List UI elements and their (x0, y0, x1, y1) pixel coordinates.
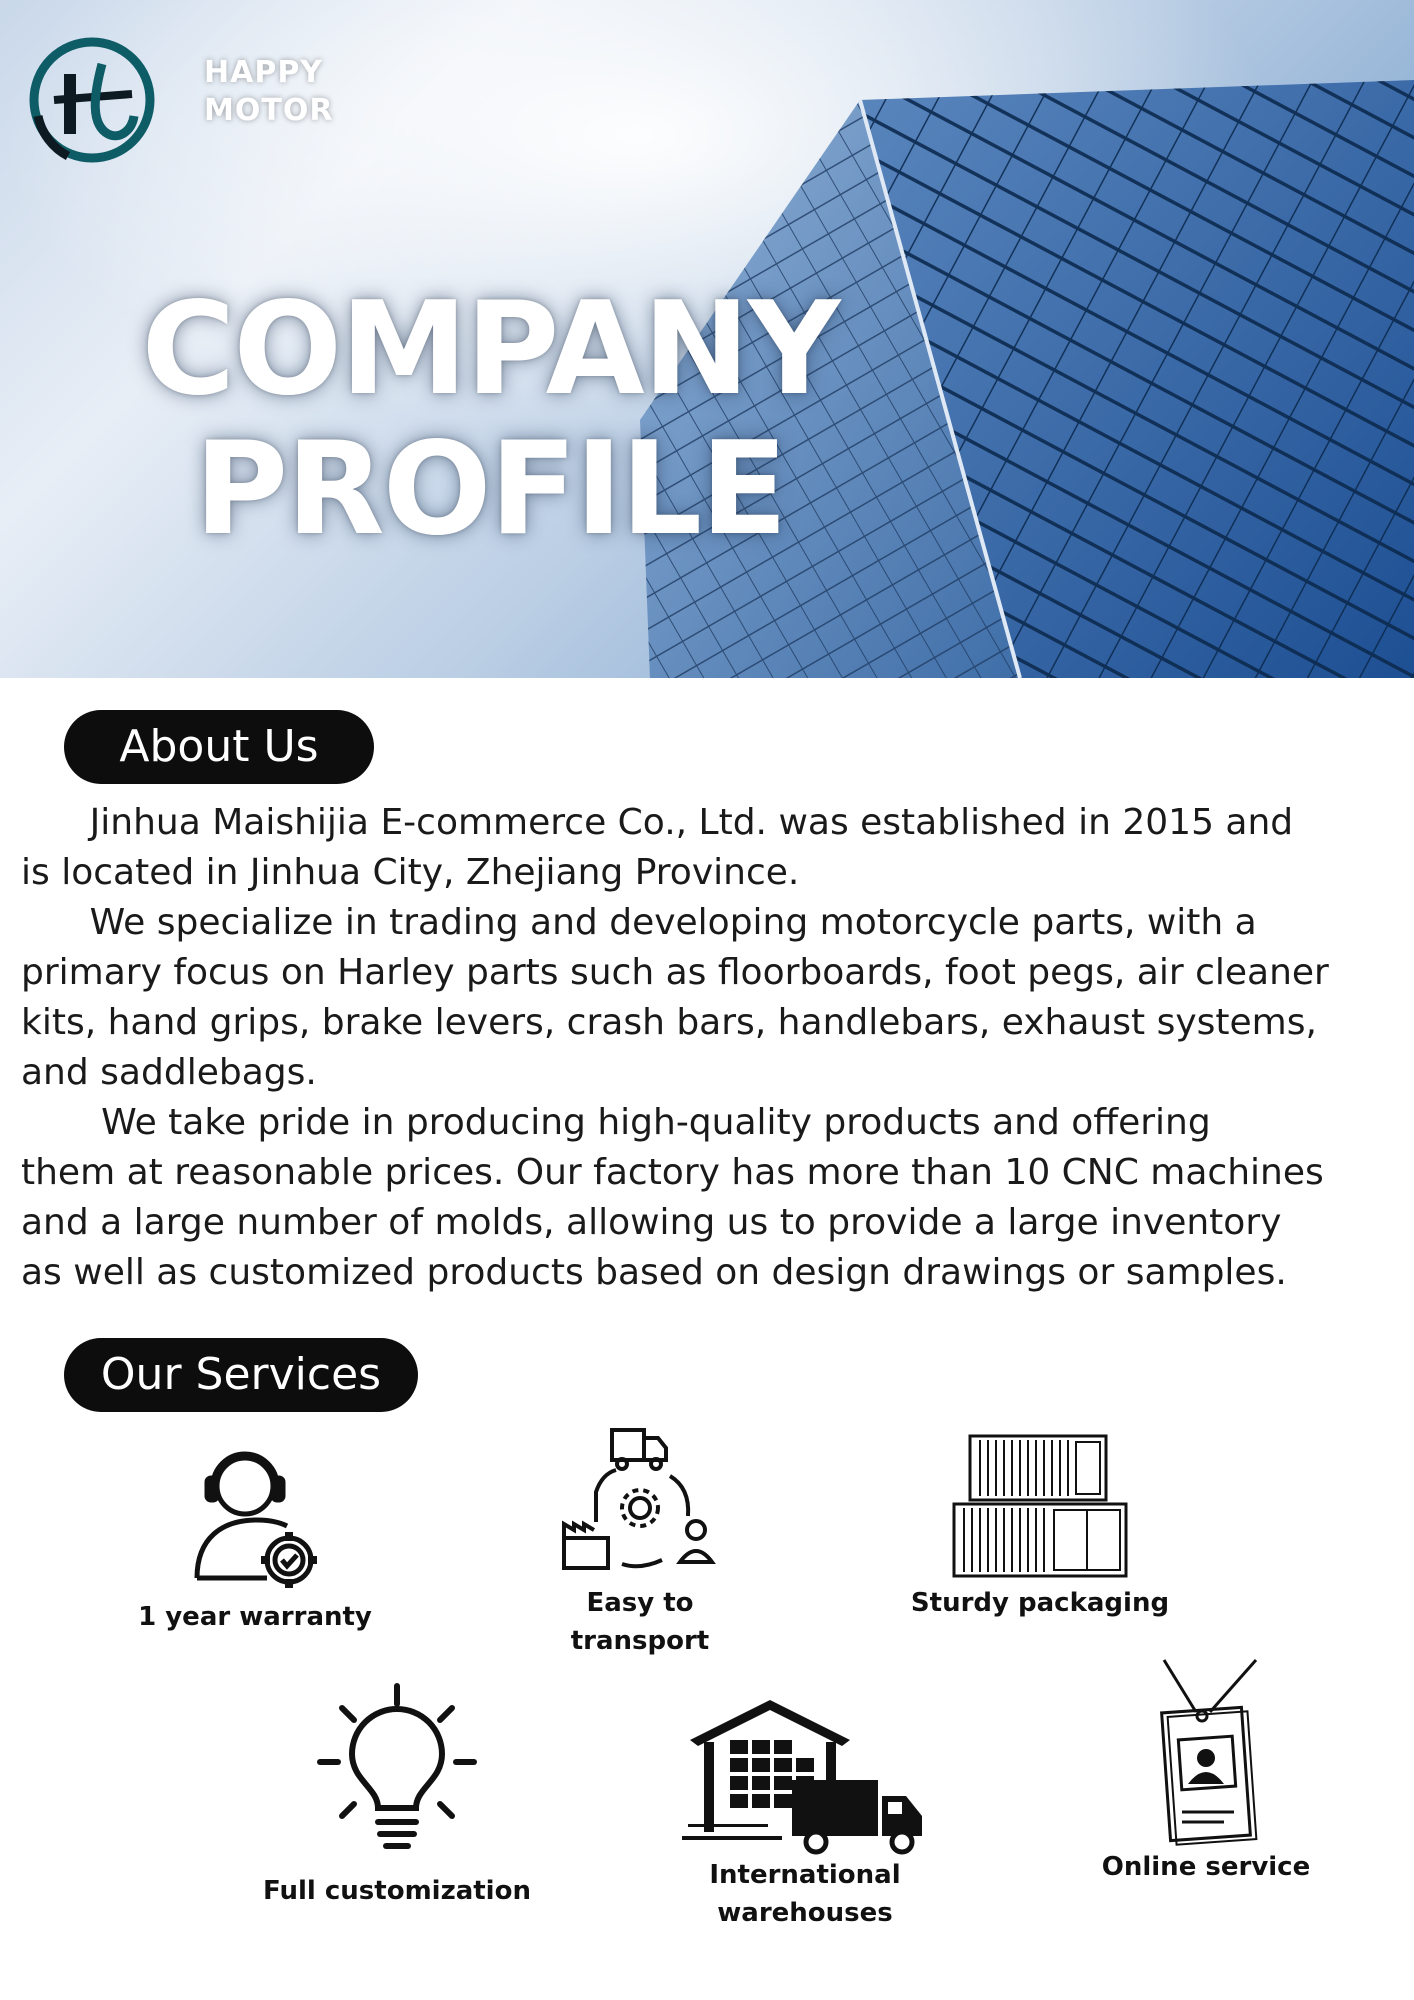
service-label: 1 year warranty (138, 1602, 372, 1632)
our-services-heading: Our Services (64, 1338, 418, 1412)
about-line: We specialize in trading and developing motorcycle parts, with a (21, 902, 1257, 943)
about-line: them at reasonable prices. Our factory has more than 10 CNC machines (21, 1152, 1324, 1193)
brand-line-1: HAPPY (204, 55, 324, 90)
id-badge-icon (1136, 1656, 1276, 1848)
service-label-line-2: transport (570, 1626, 710, 1656)
shipping-containers-icon (950, 1428, 1130, 1584)
service-customization (262, 1682, 532, 1910)
hero-banner (0, 0, 1414, 678)
service-label-line-1: Easy to (586, 1588, 694, 1618)
warehouse-truck-icon (680, 1696, 930, 1856)
service-warehouses (680, 1696, 930, 1932)
brand-line-2: MOTOR (204, 93, 334, 128)
about-line: and saddlebags. (21, 1052, 317, 1093)
service-label: Full customization (263, 1876, 531, 1906)
service-label: Sturdy packaging (910, 1588, 1170, 1618)
about-line: kits, hand grips, brake levers, crash bars, handlebars, exhaust systems, (21, 1002, 1317, 1043)
about-line: primary focus on Harley parts such as floorboards, foot pegs, air cleaner (21, 952, 1329, 993)
service-warranty (130, 1438, 380, 1636)
about-line: Jinhua Maishijia E-commerce Co., Ltd. was established in 2015 and (21, 802, 1294, 843)
hero-title-line-1: COMPANY (141, 275, 839, 424)
about-line: as well as customized products based on design drawings or samples. (21, 1252, 1287, 1293)
about-line: is located in Jinhua City, Zhejiang Province. (21, 852, 800, 893)
service-online (1086, 1656, 1326, 1886)
service-packaging (905, 1428, 1175, 1622)
service-label-line-1: International (709, 1860, 901, 1890)
service-transport (520, 1424, 760, 1660)
brand-name (204, 54, 333, 130)
about-us-text (21, 798, 1401, 1298)
hero-title-line-2: PROFILE (194, 415, 786, 564)
logistics-cycle-icon (560, 1424, 720, 1584)
service-label: Online service (1101, 1852, 1311, 1882)
lightbulb-icon (312, 1682, 482, 1852)
service-label-line-2: warehouses (717, 1898, 893, 1928)
support-agent-gear-icon (185, 1438, 325, 1598)
about-line: and a large number of molds, allowing us to provide a large inventory (21, 1202, 1282, 1243)
company-logo-icon (24, 34, 160, 164)
about-line: We take pride in producing high-quality products and offering (21, 1102, 1211, 1143)
about-us-heading: About Us (64, 710, 374, 784)
